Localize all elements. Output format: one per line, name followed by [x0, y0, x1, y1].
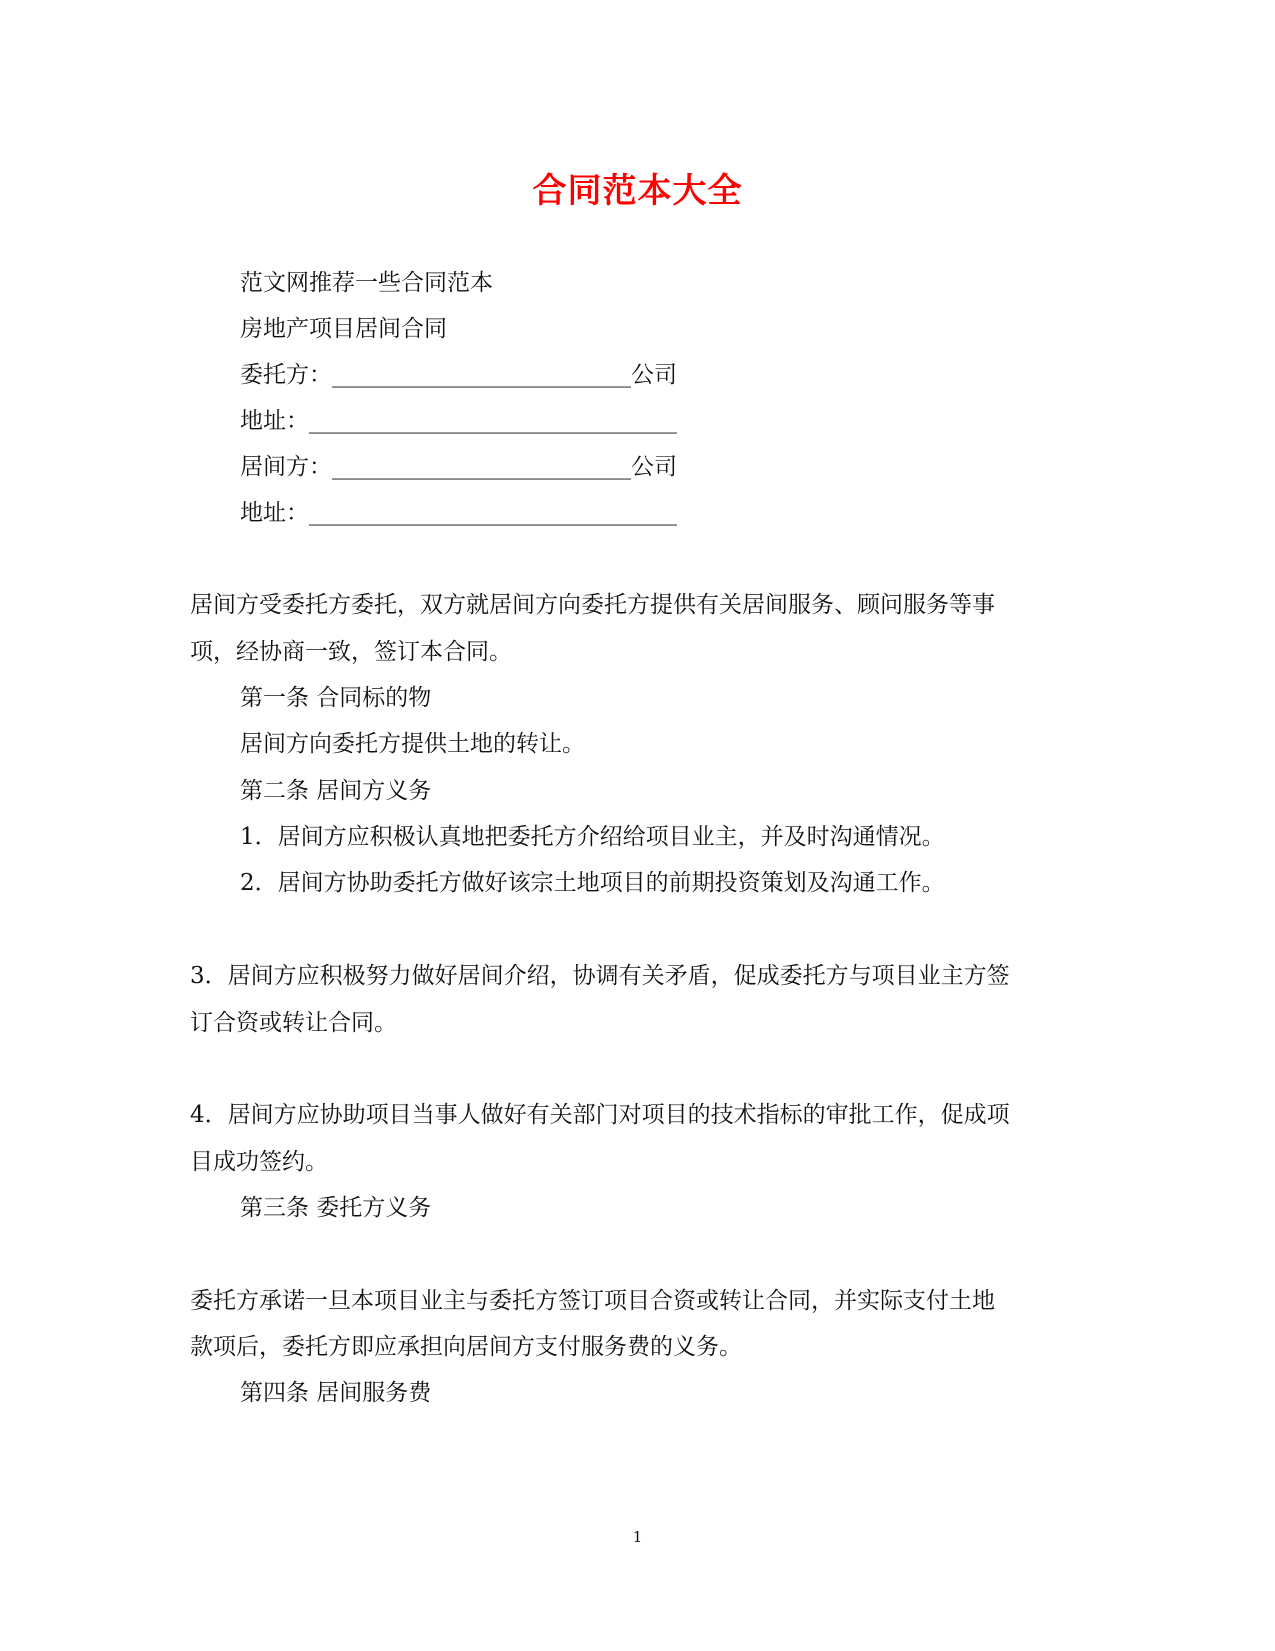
client-party-line [240, 360, 677, 390]
client-address-blank: ________________________________ [309, 408, 677, 434]
article2-item3-line2: 订合资或转让合同。 [190, 1010, 397, 1036]
agent-address-label: 地址： [240, 500, 309, 526]
article2-item4-line1: 4．居间方应协助项目当事人做好有关部门对项目的技术指标的审批工作，促成项 [190, 1102, 1010, 1128]
page-number: 1 [632, 1528, 643, 1546]
article3-content-line1: 委托方承诺一旦本项目业主与委托方签订项目合资或转让合同，并实际支付土地 [190, 1288, 995, 1314]
agent-label: 居间方： [240, 454, 332, 480]
preamble-line-1: 居间方受委托方委托，双方就居间方向委托方提供有关居间服务、顾问服务等事 [190, 592, 995, 618]
agent-address-blank: ________________________________ [309, 500, 677, 526]
agent-suffix: 公司 [631, 454, 677, 480]
article2-item3-line1: 3．居间方应积极努力做好居间介绍，协调有关矛盾，促成委托方与项目业主方签 [190, 963, 1010, 989]
client-address-label: 地址： [240, 408, 309, 434]
article3-heading: 第三条 委托方义务 [240, 1195, 432, 1221]
article4-heading: 第四条 居间服务费 [240, 1380, 432, 1406]
agent-party-line [240, 452, 677, 482]
article2-item4-line2: 目成功签约。 [190, 1149, 328, 1175]
client-address-line [240, 406, 677, 436]
contract-name: 房地产项目居间合同 [240, 316, 447, 342]
article3-content-line2: 款项后，委托方即应承担向居间方支付服务费的义务。 [190, 1334, 742, 1360]
agent-address-line [240, 498, 677, 528]
article2-heading: 第二条 居间方义务 [240, 778, 432, 804]
agent-blank: __________________________ [332, 454, 631, 480]
article2-item1: 1．居间方应积极认真地把委托方介绍给项目业主，并及时沟通情况。 [240, 824, 945, 850]
article2-item2: 2．居间方协助委托方做好该宗土地项目的前期投资策划及沟通工作。 [240, 870, 945, 896]
client-label: 委托方： [240, 362, 332, 388]
article1-heading: 第一条 合同标的物 [240, 685, 432, 711]
client-blank: __________________________ [332, 362, 631, 388]
intro-recommend: 范文网推荐一些合同范本 [240, 270, 493, 296]
client-suffix: 公司 [631, 362, 677, 388]
document-title: 合同范本大全 [532, 171, 743, 211]
article1-content: 居间方向委托方提供土地的转让。 [240, 731, 585, 757]
preamble-line-2: 项，经协商一致，签订本合同。 [190, 639, 512, 665]
